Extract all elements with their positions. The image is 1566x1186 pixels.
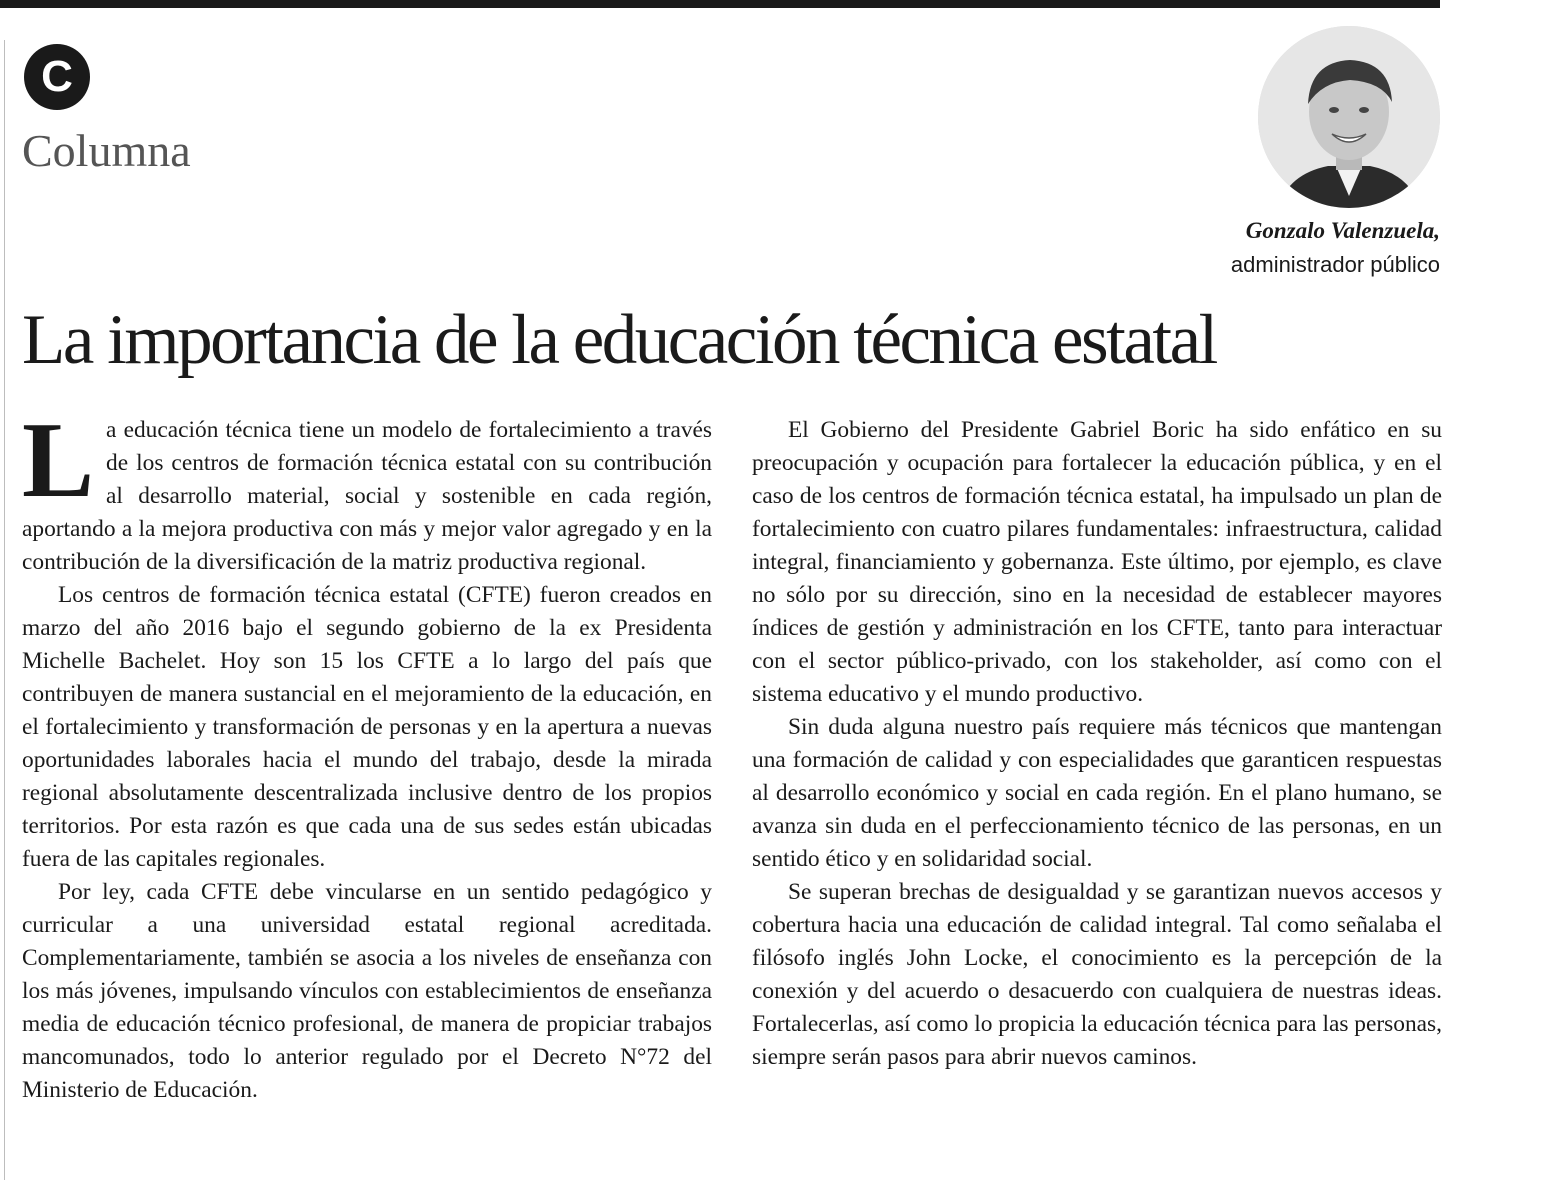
article-column-left (22, 401, 712, 1107)
article-paragraph: Los centros de formación técnica estatal (CFTE) fueron creados en marzo del año 2016 bajo el segundo gobierno de la ex Presidenta Michelle Bachelet. Hoy son 15 los CFTE a lo largo del país que contribuyen de manera sustancial en el mejoramiento de la educación, en el fortalecimiento y transformación de personas y en la apertura a nuevas oportunidades laborales hacia el mundo del trabajo, desde la mirada regional absolutamente descentralizada inclusive dentro de los propios territorios. Por esta razón es que cada una de sus sedes están ubicadas fuera de las capitales regionales. (22, 582, 712, 872)
article-column-right (752, 414, 1442, 1074)
article-paragraph: Sin duda alguna nuestro país requiere más técnicos que mantengan una formación de calidad y con especialidades que garanticen respuestas al desarrollo económico y social en cada región. En el plano humano, se avanza sin duda en el perfeccionamiento técnico de las personas, en un sentido ético y en solidaridad social. (752, 714, 1442, 872)
author-name: Gonzalo Valenzuela, (1245, 218, 1440, 243)
top-rule (0, 0, 1440, 8)
drop-cap: L (22, 401, 95, 520)
author-portrait-image (1258, 26, 1440, 208)
article-paragraph: Se superan brechas de desigualdad y se garantizan nuevos accesos y cobertura hacia una educación de calidad integral. Tal como señalaba el filósofo inglés John Locke, el conocimiento es la percepción de la conexión y del acuerdo o desacuerdo con cualquiera de nuestras ideas. Fortalecerlas, así como lo propicia la educación técnica para las personas, siempre serán pasos para abrir nuevos caminos. (752, 879, 1442, 1070)
section-badge: C (24, 44, 90, 110)
article-paragraph: Por ley, cada CFTE debe vincularse en un sentido pedagógico y curricular a una universidad estatal regional acreditada. Complementariamente, también se asocia a los niveles de enseñanza con los más jóvenes, impulsando vínculos con establecimientos de enseñanza media de educación técnico profesional, de manera de propiciar trabajos mancomunados, todo lo anterior regulado por el Decreto N°72 del Ministerio de Educación. (22, 879, 712, 1103)
section-label: Columna (22, 125, 191, 176)
left-column-rule (4, 40, 5, 1180)
article-paragraph: El Gobierno del Presidente Gabriel Boric ha sido enfático en su preocupación y ocupación para fortalecer la educación pública, y en el caso de los centros de formación técnica estatal, ha impulsado un plan de fortalecimiento con cuatro pilares fundamentales: infraestructura, calidad integral, financiamiento y gobernanza. Este último, por ejemplo, es clave no sólo por su dirección, sino en la necesidad de establecer mayores índices de gestión y administración en los CFTE, tanto para interactuar con el sector público-privado, con los stakeholder, así como con el sistema educativo y el mundo productivo. (752, 417, 1442, 707)
author-role: administrador público (1230, 252, 1440, 277)
article-headline: La importancia de la educación técnica estatal (22, 301, 1216, 379)
article-paragraph: La educación técnica tiene un modelo de fortalecimiento a través de los centros de formación técnica estatal con su contribución al desarrollo material, social y sostenible en cada región, aportando a la mejora productiva con más y mejor valor agregado y en la contribución de la diversificación de la matriz productiva regional. (22, 401, 712, 575)
author-photo (1258, 26, 1440, 208)
